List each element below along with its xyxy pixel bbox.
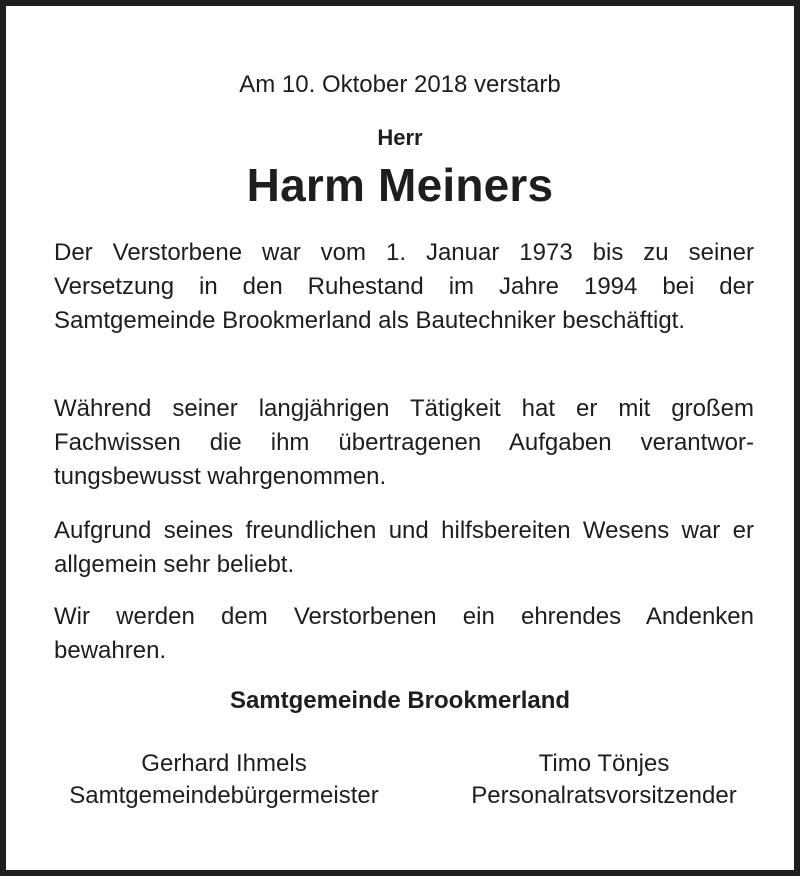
signer-name: Timo Tönjes <box>538 750 670 777</box>
paragraph-employment: Der Verstorbene war vom 1. Januar 1973 bis zu seiner Versetzung in den Ruhestand im Jahre 1994 bei der Samtgemeinde Brookmerland als Bautechniker beschäftigt. <box>54 239 754 334</box>
paragraph-work: Während seiner langjährigen Tätigkeit hat er mit großem Fachwissen die ihm übertragenen Aufgaben verantwortungsbewusst wahrgenommen. <box>54 395 754 490</box>
signer-title: Samtgemeindebürgermeister <box>69 782 379 809</box>
signer-right <box>426 748 782 812</box>
paragraph-remembrance: Wir werden dem Verstorbenen ein ehrendes Andenken bewahren. <box>54 603 754 664</box>
signer-title: Personalratsvorsitzender <box>471 782 737 809</box>
signer-left <box>46 748 402 812</box>
intro-line: Am 10. Oktober 2018 verstarb <box>239 71 561 98</box>
signer-name: Gerhard Ihmels <box>141 750 307 777</box>
salutation: Herr <box>377 125 423 150</box>
deceased-name: Harm Meiners <box>246 159 554 211</box>
paragraph-character: Aufgrund seines freundlichen und hilfsbereiten Wesens war er allgemein sehr beliebt. <box>54 517 754 578</box>
organization-name: Samtgemeinde Brookmerland <box>229 687 571 714</box>
